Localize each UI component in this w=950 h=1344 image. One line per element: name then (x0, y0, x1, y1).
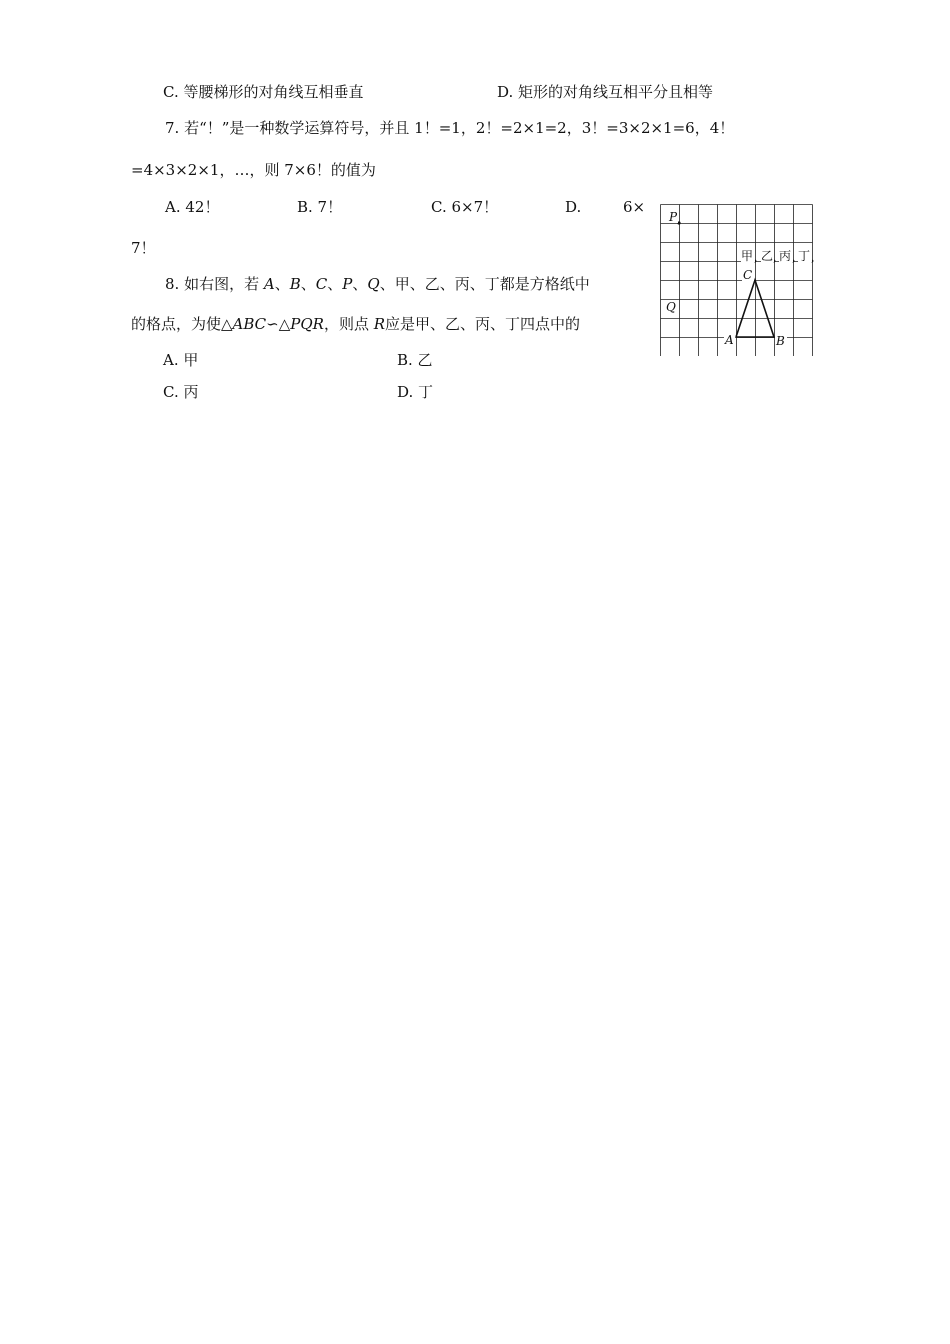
q8-triangle-pqr: PQR (290, 315, 324, 333)
q8-point-b: B (289, 275, 301, 293)
q8-sep-1: 、 (274, 275, 290, 293)
q8-point-r: R (373, 315, 386, 333)
q8-stem-rest: 、甲、乙、丙、丁都是方格纸中 (379, 275, 590, 293)
q7-option-b: B. 7！ (297, 198, 343, 216)
q7-option-d-part1: 6× (623, 198, 646, 216)
label-ding: 丁 (798, 249, 811, 263)
q8-option-a: A. 甲 (163, 351, 199, 369)
q8-similar-sign: ∽△ (266, 315, 291, 333)
q8-stem-line2 (131, 314, 580, 334)
label-yi: 乙 (761, 249, 774, 263)
q8-option-b: B. 乙 (397, 351, 433, 369)
grid-figure (660, 204, 814, 356)
q8-sep-4: 、 (352, 275, 368, 293)
q7-option-c: C. 6×7！ (431, 198, 499, 216)
q7-stem-line2: =4×3×2×1，…，则 7×6！的值为 (131, 161, 376, 179)
q8-point-p: P (342, 275, 353, 293)
label-bing: 丙 (779, 249, 792, 263)
q8-option-d: D. 丁 (397, 383, 434, 401)
q8-option-c: C. 丙 (163, 383, 199, 401)
q8-point-q: Q (367, 275, 380, 293)
q8-point-a: A (263, 275, 275, 293)
q8-sep-2: 、 (300, 275, 316, 293)
q8-sep-3: 、 (327, 275, 343, 293)
label-q: Q (666, 300, 676, 314)
q7-option-a: A. 42！ (165, 198, 220, 216)
q8-point-c: C (315, 275, 328, 293)
q8-stem-line1 (165, 274, 590, 294)
q8-stem-intro: 8. 如右图，若 (165, 275, 264, 293)
label-p: P (669, 210, 678, 224)
label-b: B (776, 334, 785, 348)
q8-stem-line2-b: ，则点 (323, 315, 374, 333)
q7-option-d-part2: 7！ (131, 239, 156, 257)
q8-stem-line2-a: 的格点，为使△ (131, 315, 233, 333)
q6-option-d: D. 矩形的对角线互相平分且相等 (497, 83, 714, 101)
label-a: A (725, 333, 734, 347)
label-jia: 甲 (741, 249, 754, 263)
q8-stem-line2-c: 应是甲、乙、丙、丁四点中的 (385, 315, 581, 333)
label-c: C (743, 268, 753, 282)
triangle-abc (736, 280, 774, 337)
q8-triangle-abc: ABC (232, 315, 267, 333)
q6-option-c: C. 等腰梯形的对角线互相垂直 (163, 83, 364, 101)
q7-option-d-prefix: D. (565, 198, 582, 216)
q7-stem-line1: 7. 若“！”是一种数学运算符号，并且 1！=1，2！=2×1=2，3！=3×2×1=6，4！ (165, 119, 735, 137)
